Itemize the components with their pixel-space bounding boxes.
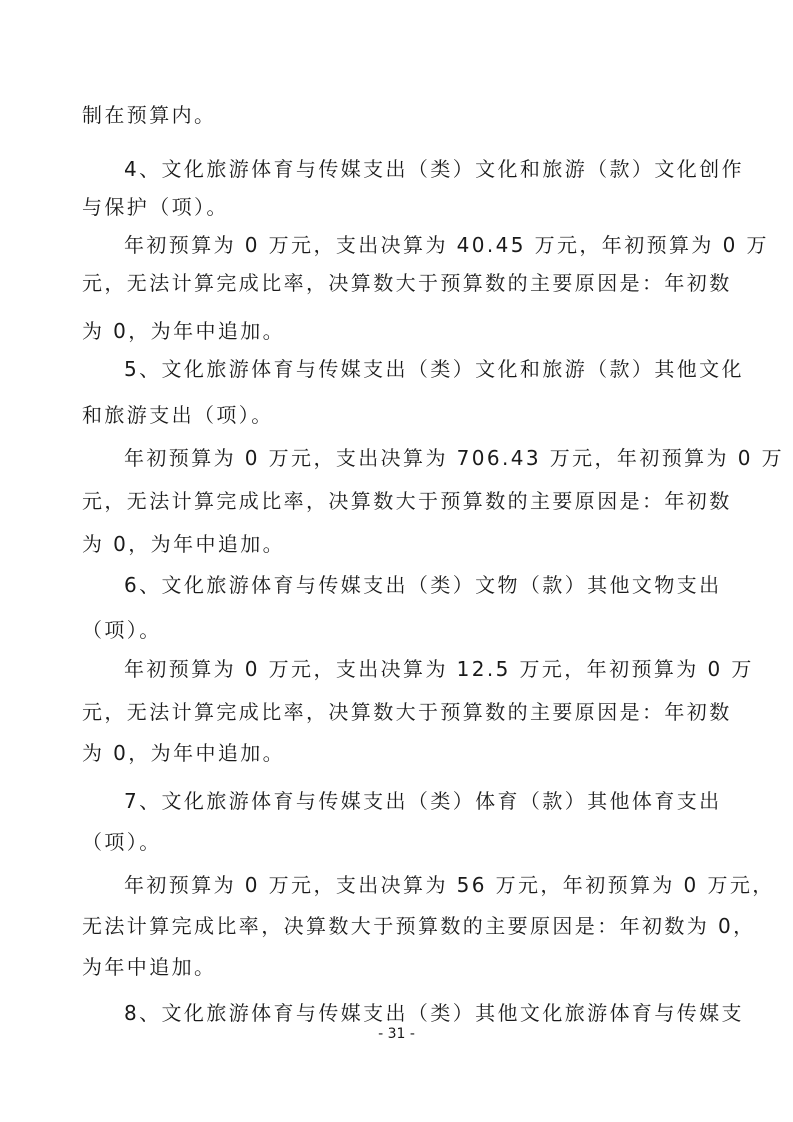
text-line: 为 0，为年中追加。: [82, 319, 286, 343]
text-line: 制在预算内。: [82, 103, 217, 127]
text-line: 4、文化旅游体育与传媒支出（类）文化和旅游（款）文化创作: [124, 157, 744, 181]
text-line: 元，无法计算完成比率，决算数大于预算数的主要原因是：年初数: [82, 271, 732, 295]
text-line: 年初预算为 0 万元，支出决算为 56 万元，年初预算为 0 万元，: [124, 873, 775, 897]
text-line: 6、文化旅游体育与传媒支出（类）文物（款）其他文物支出: [124, 573, 722, 597]
text-line: 5、文化旅游体育与传媒支出（类）文化和旅游（款）其他文化: [124, 357, 744, 381]
text-line: 8、文化旅游体育与传媒支出（类）其他文化旅游体育与传媒支: [124, 1001, 744, 1025]
text-line: 为 0，为年中追加。: [82, 532, 286, 556]
text-line: 元，无法计算完成比率，决算数大于预算数的主要原因是：年初数: [82, 489, 732, 513]
text-line: 元，无法计算完成比率，决算数大于预算数的主要原因是：年初数: [82, 700, 732, 724]
text-line: 为年中追加。: [82, 955, 217, 979]
text-line: 年初预算为 0 万元，支出决算为 12.5 万元，年初预算为 0 万: [124, 657, 754, 681]
text-line: （项）。: [82, 830, 162, 854]
text-line: 为 0，为年中追加。: [82, 741, 286, 765]
text-line: 年初预算为 0 万元，支出决算为 40.45 万元，年初预算为 0 万: [124, 233, 769, 257]
text-line: 7、文化旅游体育与传媒支出（类）体育（款）其他体育支出: [124, 789, 722, 813]
text-line: （项）。: [82, 618, 162, 642]
text-line: 与保护（项）。: [82, 195, 229, 219]
page-number: - 31 -: [378, 1026, 415, 1042]
text-line: 无法计算完成比率，决算数大于预算数的主要原因是：年初数为 0，: [82, 914, 756, 938]
text-line: 年初预算为 0 万元，支出决算为 706.43 万元，年初预算为 0 万: [124, 446, 784, 470]
text-line: 和旅游支出（项）。: [82, 403, 274, 427]
